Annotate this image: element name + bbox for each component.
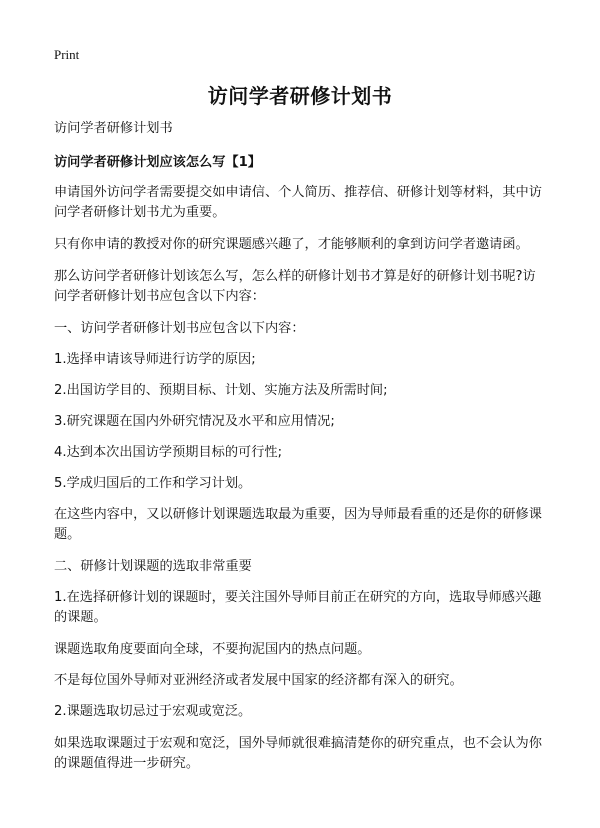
paragraph: 申请国外访问学者需要提交如申请信、个人简历、推荐信、研修计划等材料，其中访问学者研修计划书尤为重要。 (54, 185, 542, 220)
print-link[interactable]: Print (54, 47, 80, 62)
paragraph: 那么访问学者研修计划该怎么写，怎么样的研修计划书才算是好的研修计划书呢?访问学者研修计划书应包含以下内容： (54, 269, 536, 304)
list-item: 5.学成归国后的工作和学习计划。 (54, 476, 252, 491)
paragraph: 只有你申请的教授对你的研究课题感兴趣了，才能够顺利的拿到访问学者邀请函。 (54, 237, 529, 252)
paragraph: 如果选取课题过于宏观和宽泛，国外导师就很难搞清楚你的研究重点，也不会认为你的课题值得进一步研究。 (54, 736, 542, 771)
paragraph: 课题选取角度要面向全球，不要拘泥国内的热点问题。 (54, 642, 371, 657)
paragraph: 在这些内容中，又以研修计划课题选取最为重要，因为导师最看重的还是你的研修课题。 (54, 507, 542, 542)
document-subtitle: 访问学者研修计划书 (54, 121, 173, 136)
list-item: 2.课题选取切忌过于宏观或宽泛。 (54, 704, 252, 719)
list-item: 4.达到本次出国访学预期目标的可行性; (54, 445, 283, 460)
document-body (54, 119, 548, 774)
paragraph: 1.在选择研修计划的课题时，要关注国外导师目前正在研究的方向，选取导师感兴趣的课题。 (54, 590, 542, 625)
paragraph: 不是每位国外导师对亚洲经济或者发展中国家的经济都有深入的研究。 (54, 673, 463, 688)
list-item: 1.选择申请该导师进行访学的原因; (54, 352, 256, 367)
document-title: 访问学者研修计划书 (207, 84, 393, 108)
section-heading: 访问学者研修计划应该怎么写【1】 (54, 155, 261, 170)
list-item: 3.研究课题在国内外研究情况及水平和应用情况; (54, 414, 335, 429)
section-heading-1: 一、访问学者研修计划书应包含以下内容： (54, 321, 305, 336)
section-heading-2: 二、研修计划课题的选取非常重要 (54, 559, 252, 574)
list-item: 2.出国访学目的、预期目标、计划、实施方法及所需时间; (54, 383, 388, 398)
